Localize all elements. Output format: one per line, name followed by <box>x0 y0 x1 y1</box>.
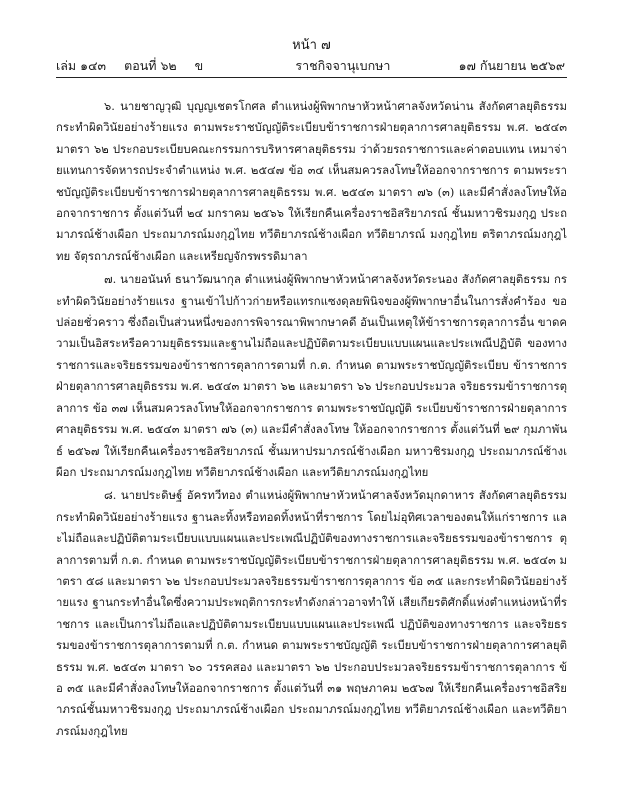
publication-name: ราชกิจจานุเบกษา <box>295 58 391 73</box>
paragraph-item-7: ๗. นายอนันท์ ธนาวัฒนากุล ตำแหน่งผู้พิพากษาหัวหน้าศาลจังหวัดระนอง สังกัดศาลยุติธรรม กระทำผิดวินัยอย่างร้ายแรง ฐานเข้าไปก้าวก่ายหรือแทรกแซงดุลยพินิจของผู้พิพากษาอื่นในการสั่งคำร้อง ขอปล่อยชั่วคราว ซึ่งถือเป็นส่วนหนึ่งของการพิจารณาพิพากษาคดี อันเป็นเหตุให้ข้าราชการตุลาการอื่น ขาดความเป็นอิสระหรือความยุติธรรมและฐานไม่ถือและปฏิบัติตามระเบียบแบบแผนและประเพณีปฏิบัติ ของทางราชการและจริยธรรมของข้าราชการตุลาการตามที่ ก.ต. กำหนด ตามพระราชบัญญัติระเบียบ ข้าราชการฝ่ายตุลาการศาลยุติธรรม พ.ศ. ๒๕๔๓ มาตรา ๖๒ และมาตรา ๖๖ ประกอบประมวล จริยธรรมข้าราชการตุลาการ ข้อ ๓๗ เห็นสมควรลงโทษให้ออกจากราชการ ตามพระราชบัญญัติ ระเบียบข้าราชการฝ่ายตุลาการศาลยุติธรรม พ.ศ. ๒๕๔๓ มาตรา ๗๖ (๓) และมีคำสั่งลงโทษ ให้ออกจากราชการ ตั้งแต่วันที่ ๒๙ กุมภาพันธ์ ๒๕๖๗ ให้เรียกคืนเครื่องราชอิสริยาภรณ์ ชั้นมหาปรมาภรณ์ช้างเผือก มหาวชิรมงกุฎ ประถมาภรณ์ช้างเผือก ประถมาภรณ์มงกุฎไทย ทวีติยาภรณ์ช้างเผือก และทวีติยาภรณ์มงกุฎไทย <box>56 272 567 479</box>
issue-label: ตอนที่ ๖๒ <box>124 58 177 73</box>
document-body <box>56 96 567 742</box>
volume-label: เล่ม ๑๔๓ <box>56 58 107 73</box>
paragraph-item-6: ๖. นายชาญวุฒิ บุญญเชตรโกศล ตำแหน่งผู้พิพากษาหัวหน้าศาลจังหวัดน่าน สังกัดศาลยุติธรรม กระทำผิดวินัยอย่างร้ายแรง ตามพระราชบัญญัติระเบียบข้าราชการฝ่ายตุลาการศาลยุติธรรม พ.ศ. ๒๕๔๓ มาตรา ๖๒ ประกอบระเบียบคณะกรรมการบริหารศาลยุติธรรม ว่าด้วยรถราชการและค่าตอบแทน เหมาจ่ายแทนการจัดหารถประจำตำแหน่ง พ.ศ. ๒๕๔๗ ข้อ ๓๔ เห็นสมควรลงโทษให้ออกจากราชการ ตามพระราชบัญญัติระเบียบข้าราชการฝ่ายตุลาการศาลยุติธรรม พ.ศ. ๒๕๔๓ มาตรา ๗๖ (๓) และมีคำสั่งลงโทษให้ออกจากราชการ ตั้งแต่วันที่ ๒๔ มกราคม ๒๕๖๖ ให้เรียกคืนเครื่องราชอิสริยาภรณ์ ชั้นมหาวชิรมงกุฎ ประถมาภรณ์ช้างเผือก ประถมาภรณ์มงกุฎไทย ทวีติยาภรณ์ช้างเผือก ทวีติยาภรณ์ มงกุฎไทย ตริตาภรณ์มงกุฎไทย จัตุรถาภรณ์ช้างเผือก และเหรียญจักรพรรดิมาลา <box>56 99 567 263</box>
header-issue-info <box>56 58 203 74</box>
publication-date: ๑๗ กันยายน ๒๕๖๙ <box>458 58 565 73</box>
paragraph-item-8: ๘. นายประดิษฐ์ อัครทวีทอง ตำแหน่งผู้พิพากษาหัวหน้าศาลจังหวัดมุกดาหาร สังกัดศาลยุติธรรม กระทำผิดวินัยอย่างร้ายแรง ฐานละทิ้งหรือทอดทิ้งหน้าที่ราชการ โดยไม่อุทิศเวลาของตนให้แก่ราชการ และไม่ถือและปฏิบัติตามระเบียบแบบแผนและประเพณีปฏิบัติของทางราชการและจริยธรรมของข้าราชการ ตุลาการตามที่ ก.ต. กำหนด ตามพระราชบัญญัติระเบียบข้าราชการฝ่ายตุลาการศาลยุติธรรม พ.ศ. ๒๕๔๓ มาตรา ๕๘ และมาตรา ๖๒ ประกอบประมวลจริยธรรมข้าราชการตุลาการ ข้อ ๓๕ และกระทำผิดวินัยอย่างร้ายแรง ฐานกระทำอื่นใดซึ่งความประพฤติการกระทำดังกล่าวอาจทำให้ เสียเกียรติศักดิ์แห่งตำแหน่งหน้าที่ราชการ และเป็นการไม่ถือและปฏิบัติตามระเบียบแบบแผนและประเพณี ปฏิบัติของทางราชการ และจริยธรรมของข้าราชการตุลาการตามที่ ก.ต. กำหนด ตามพระราชบัญญัติ ระเบียบข้าราชการฝ่ายตุลาการศาลยุติธรรม พ.ศ. ๒๕๔๓ มาตรา ๖๐ วรรคสอง และมาตรา ๖๒ ประกอบประมวลจริยธรรมข้าราชการตุลาการ ข้อ ๓๕ และมีคำสั่งลงโทษให้ออกจากราชการ ตั้งแต่วันที่ ๓๑ พฤษภาคม ๒๕๖๗ ให้เรียกคืนเครื่องราชอิสริยาภรณ์ชั้นมหาวชิรมงกุฎ ประถมาภรณ์ช้างเผือก ประถมาภรณ์มงกุฎไทย ทวีติยาภรณ์ช้างเผือก และทวีติยาภรณ์มงกุฎไทย <box>56 488 567 738</box>
page-number: หน้า ๗ <box>292 38 331 53</box>
section-label: ข <box>194 58 204 73</box>
gazette-header <box>56 58 567 78</box>
